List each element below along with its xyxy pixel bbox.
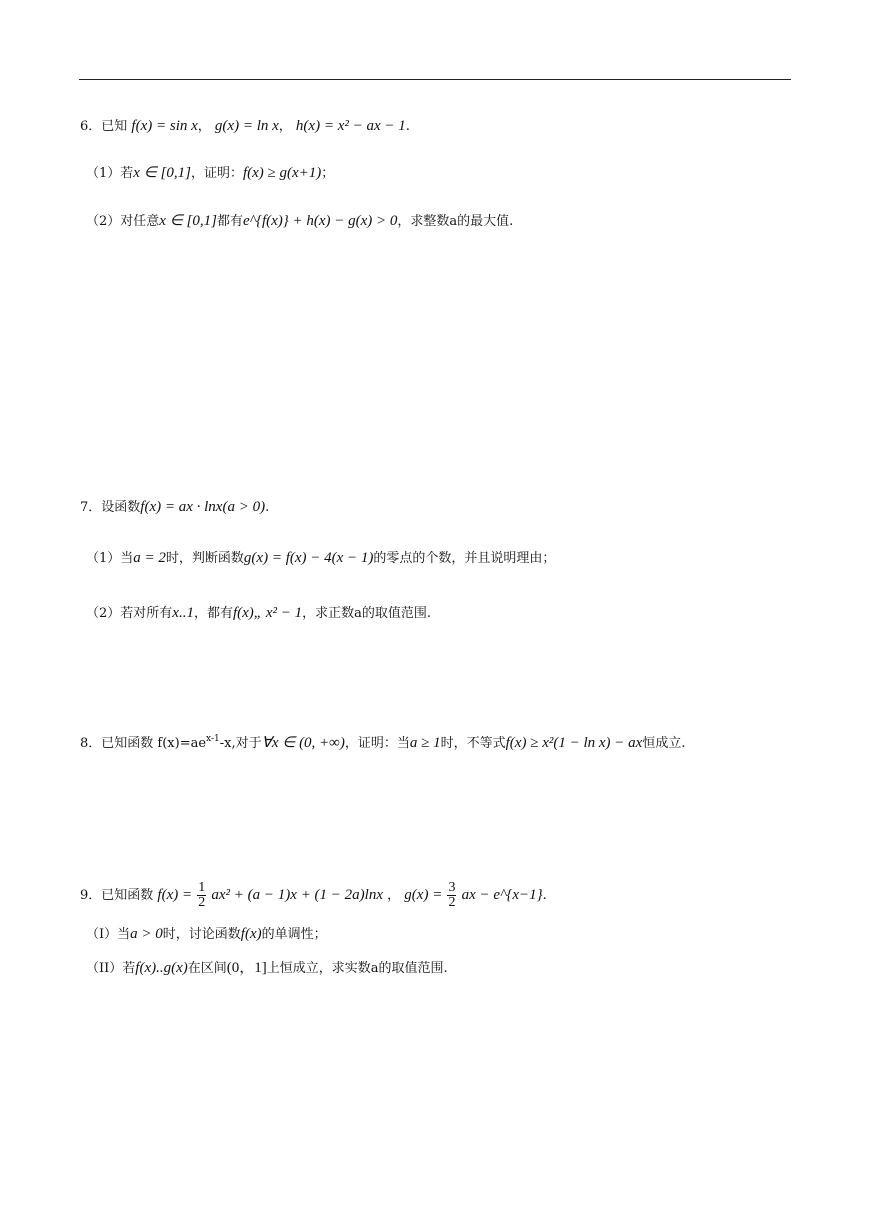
q9-stem: 9．已知函数 f(x) = $\frac{1}{2}$ ax² + (a − 1)x + (1 − 2a)lnx ， g(x) = $\frac{3}{2}$ ax − e^{x−1}.: [80, 880, 547, 910]
q9-fraction-half: $\frac{1}{2}$: [198, 880, 206, 910]
q7-part2: （2）若对所有x..1，都有f(x)„ x² − 1，求正数a的取值范围.: [86, 605, 432, 621]
q9-part1: （I）当a > 0时，讨论函数f(x)的单调性；: [86, 926, 327, 942]
q8-stem: 8．已知函数 $f(x)=ae^{x-1}-x$,对于∀x ∈ (0, +∞)，证明：当a ≥ 1时，不等式f(x) ≥ x²(1 − ln x) − ax恒成立.: [80, 734, 686, 751]
q6-g-def: g(x) = ln x: [214, 118, 279, 134]
q6-part2: （2）对任意x ∈ [0,1]都有e^{f(x)} + h(x) − g(x) > 0，求整数a的最大值.: [86, 213, 514, 229]
q6-stem: 6．已知 f(x) = sin x， g(x) = ln x， h(x) = x² − ax − 1.: [80, 118, 410, 134]
q9-part2: （II）若f(x)..g(x)在区间(0，1]上恒成立，求实数a的取值范围.: [86, 960, 448, 976]
header-rule: [79, 79, 791, 80]
q7-f-def: f(x) = ax · lnx(a > 0): [140, 499, 266, 515]
q6-intro: 6．已知: [80, 119, 128, 134]
q6-part1: （1）若x ∈ [0,1]，证明：f(x) ≥ g(x+1)；: [86, 165, 335, 181]
q9-fraction-three-halves: $\frac{3}{2}$: [448, 880, 456, 910]
q7-stem: 7．设函数f(x) = ax · lnx(a > 0).: [80, 499, 270, 515]
q7-part1: （1）当a = 2时，判断函数g(x) = f(x) − 4(x − 1)的零点的个数，并且说明理由；: [86, 550, 556, 566]
q6-h-def: h(x) = x² − ax − 1: [295, 118, 406, 134]
q6-f-def: f(x) = sin x: [131, 118, 198, 134]
